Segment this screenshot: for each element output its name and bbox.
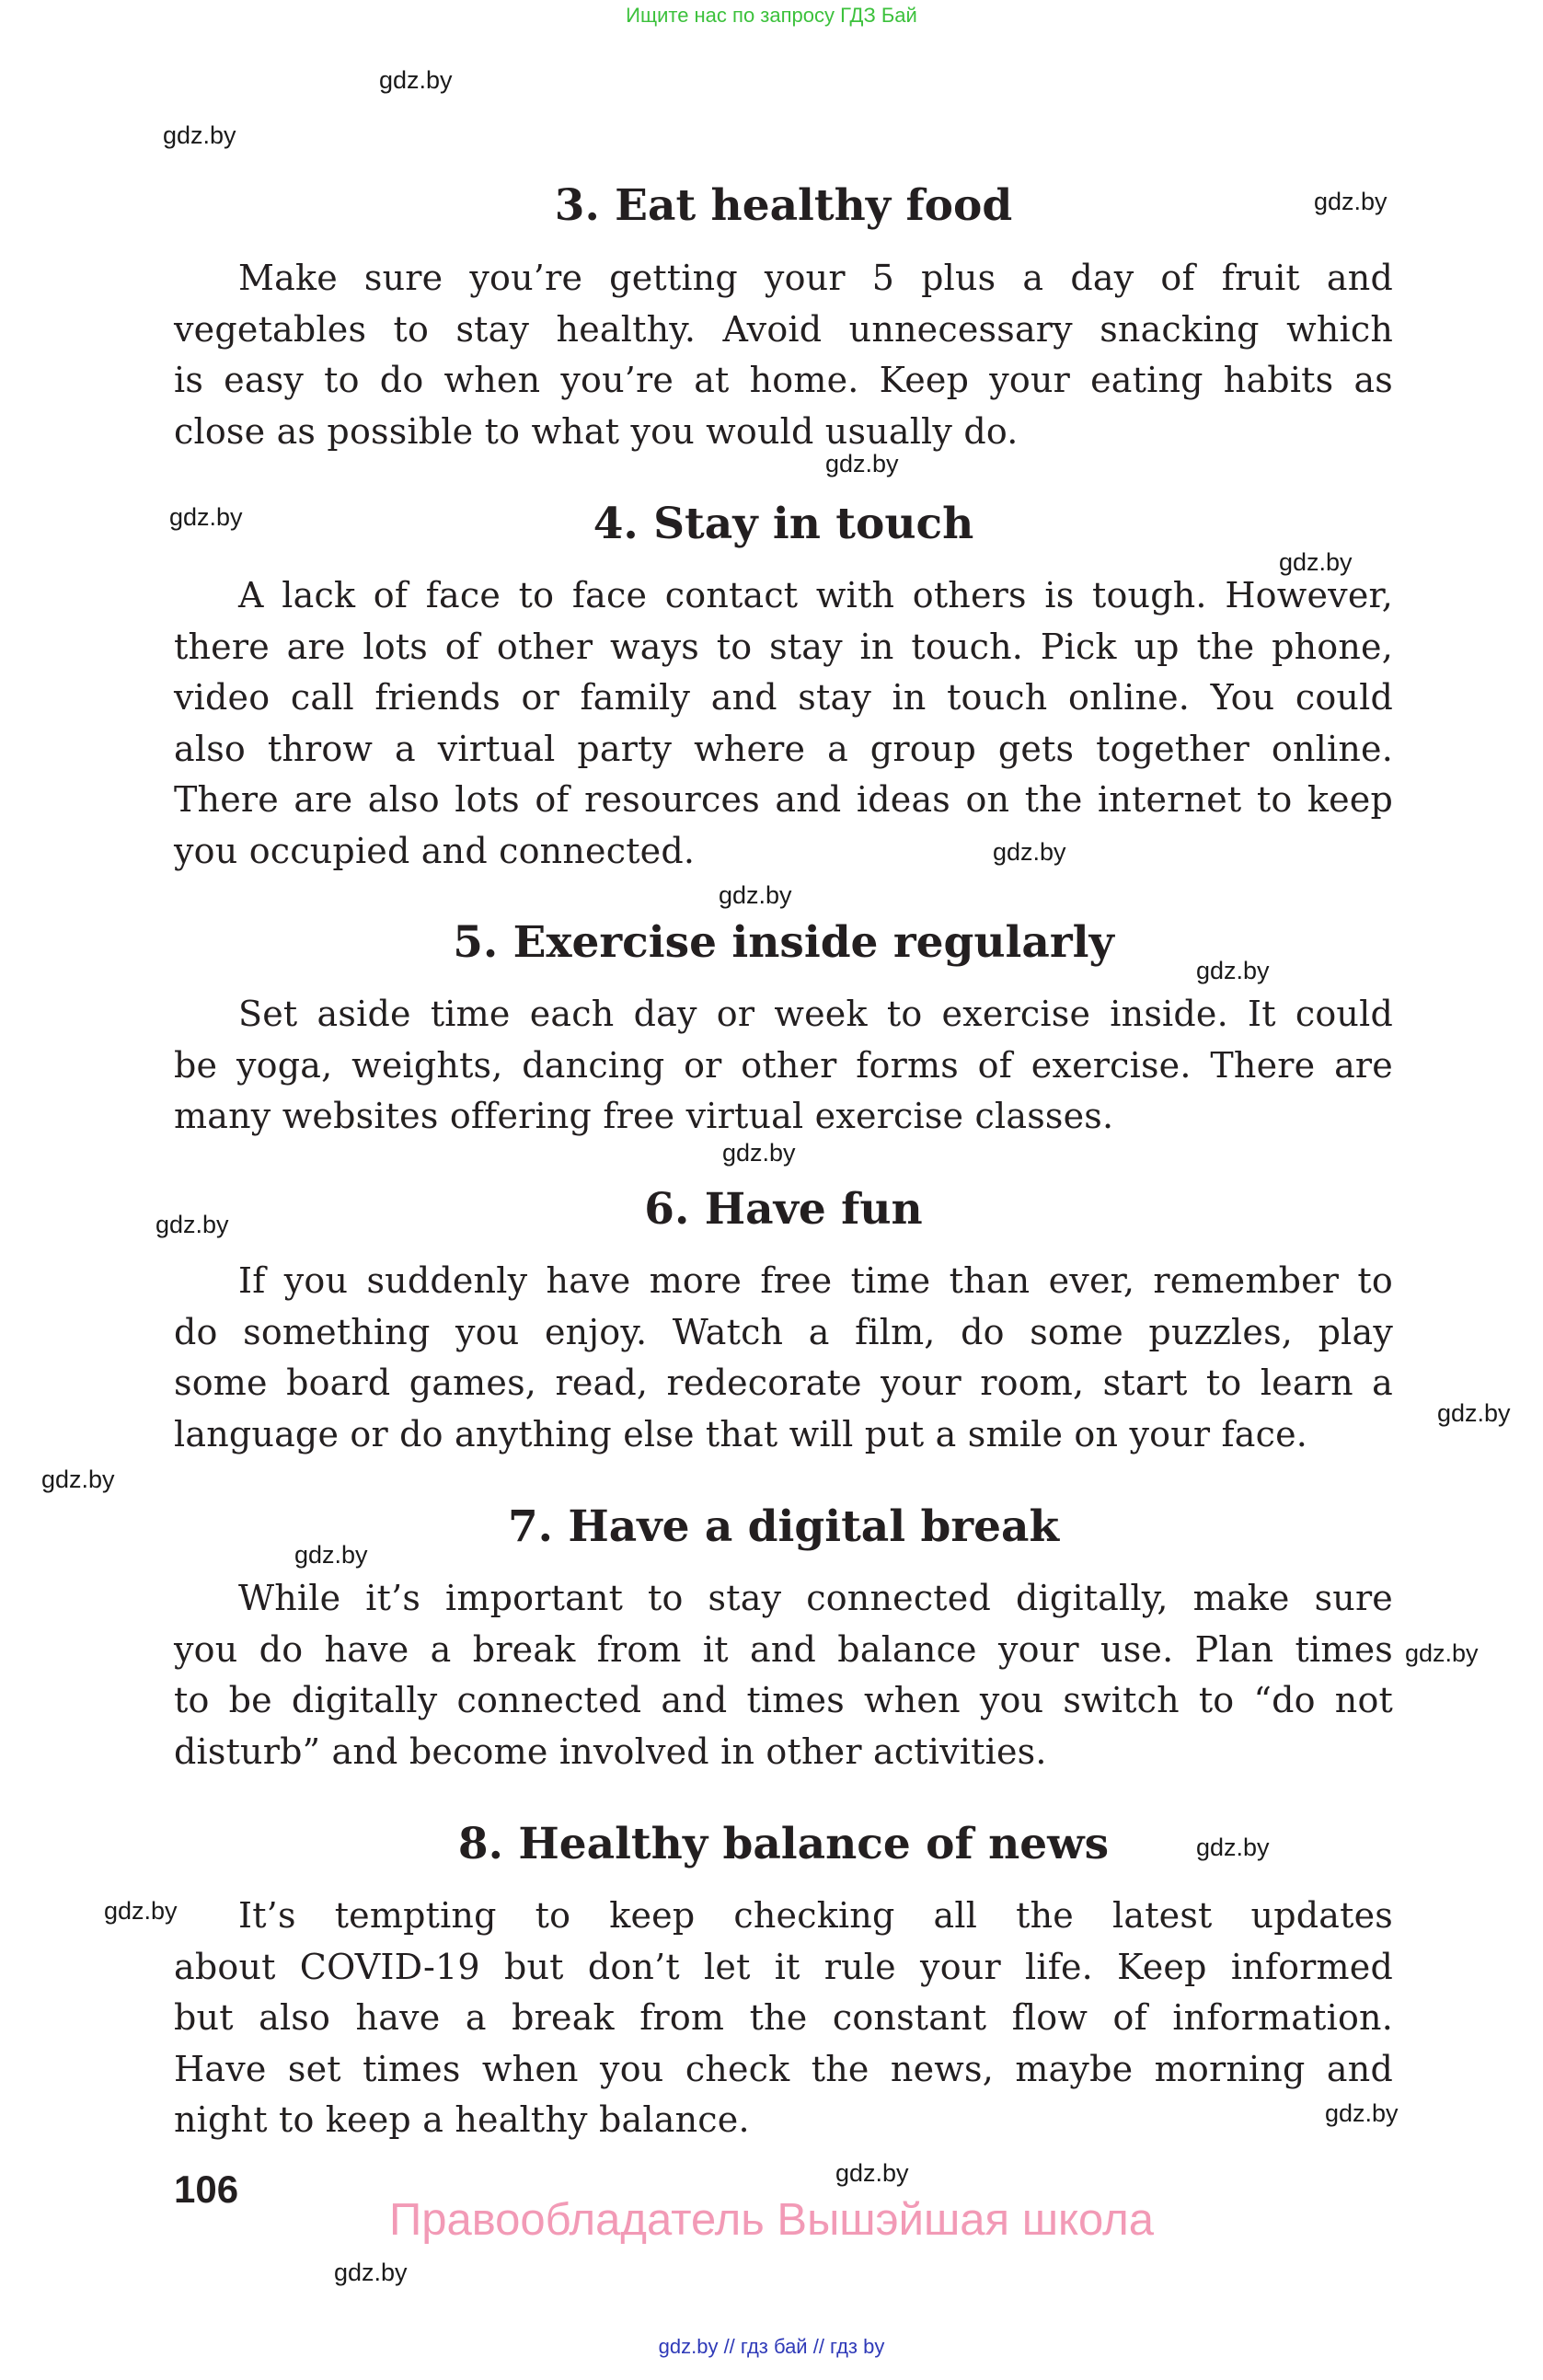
- watermark-label: gdz.by: [155, 1211, 229, 1238]
- paragraph-line: about COVID-19 but don’t let it rule your life. Keep informed: [174, 1946, 1393, 1987]
- section-paragraph-6: [174, 1256, 1393, 1460]
- section-heading-4: 4. Stay in touch: [593, 499, 974, 549]
- watermark-label: gdz.by: [379, 66, 453, 94]
- watermark-label: gdz.by: [1279, 548, 1353, 576]
- section-heading-6: 6. Have fun: [644, 1184, 923, 1235]
- watermark-label: gdz.by: [722, 1139, 796, 1167]
- paragraph-line: vegetables to stay healthy. Avoid unnecessary snacking which: [174, 308, 1393, 350]
- section-heading-3: 3. Eat healthy food: [554, 180, 1013, 231]
- watermark-label: gdz.by: [1196, 1834, 1270, 1861]
- watermark-label: gdz.by: [1325, 2099, 1399, 2127]
- paragraph-line: many websites offering free virtual exercise classes.: [174, 1096, 1114, 1136]
- paragraph-line: also throw a virtual party where a group gets together online.: [174, 728, 1393, 769]
- watermark-label: gdz.by: [294, 1541, 368, 1569]
- watermark-label: gdz.by: [993, 838, 1066, 866]
- paragraph-line: some board games, read, redecorate your room, start to learn a: [174, 1362, 1393, 1403]
- section-heading-5: 5. Exercise inside regularly: [453, 917, 1114, 968]
- paragraph-line: you do have a break from it and balance your use. Plan times: [174, 1628, 1393, 1670]
- section-paragraph-4: [174, 570, 1393, 877]
- paragraph-line: you occupied and connected.: [174, 830, 696, 871]
- paragraph-line: It’s tempting to keep checking all the latest updates: [238, 1895, 1393, 1936]
- paragraph-line: Set aside time each day or week to exercise inside. It could: [238, 994, 1393, 1034]
- watermark-label: gdz.by: [1405, 1639, 1479, 1667]
- paragraph-line: If you suddenly have more free time than ever, remember to: [238, 1260, 1393, 1301]
- watermark-label: gdz.by: [104, 1897, 178, 1925]
- page-number: 106: [174, 2167, 239, 2211]
- paragraph-line: There are also lots of resources and ideas on the internet to keep: [174, 779, 1393, 820]
- section-paragraph-7: [174, 1573, 1393, 1777]
- paragraph-line: close as possible to what you would usually do.: [174, 410, 1019, 452]
- paragraph-line: disturb” and become involved in other activities.: [174, 1730, 1047, 1772]
- paragraph-line: is easy to do when you’re at home. Keep your eating habits as: [174, 360, 1393, 400]
- paragraph-line: A lack of face to face contact with others is tough. However,: [238, 575, 1393, 615]
- watermark-label: gdz.by: [169, 503, 243, 531]
- watermark-label: gdz.by: [1196, 957, 1270, 984]
- paragraph-line: Have set times when you check the news, maybe morning and: [174, 2048, 1393, 2089]
- section-paragraph-5: [174, 989, 1393, 1143]
- paragraph-line: do something you enjoy. Watch a film, do some puzzles, play: [174, 1311, 1393, 1352]
- top-banner[interactable]: Ищите нас по запросу ГДЗ Бай: [626, 4, 917, 27]
- paragraph-line: night to keep a healthy balance.: [174, 2099, 750, 2140]
- paragraph-line: be yoga, weights, dancing or other forms of exercise. There are: [174, 1044, 1393, 1086]
- paragraph-line: video call friends or family and stay in touch online. You could: [174, 677, 1393, 718]
- watermark-label: gdz.by: [334, 2259, 408, 2286]
- copyright-notice: Правообладатель Вышэйшая школа: [388, 2195, 1155, 2245]
- watermark-label: gdz.by: [41, 1466, 115, 1493]
- watermark-label: gdz.by: [163, 121, 236, 149]
- section-heading-8: 8. Healthy balance of news: [457, 1819, 1110, 1869]
- paragraph-line: there are lots of other ways to stay in touch. Pick up the phone,: [174, 626, 1393, 667]
- section-paragraph-8: [174, 1891, 1393, 2146]
- watermark-label: gdz.by: [719, 881, 792, 909]
- watermark-label: gdz.by: [825, 450, 899, 477]
- watermark-label: gdz.by: [835, 2159, 909, 2187]
- paragraph-line: to be digitally connected and times when you switch to “do not: [174, 1680, 1393, 1720]
- section-paragraph-3: [174, 253, 1393, 457]
- watermark-label: gdz.by: [1314, 188, 1388, 215]
- paragraph-line: While it’s important to stay connected digitally, make sure: [238, 1578, 1393, 1618]
- paragraph-line: Make sure you’re getting your 5 plus a day of fruit and: [238, 258, 1393, 298]
- footer-links[interactable]: gdz.by // гдз бай // гдз by: [658, 2335, 885, 2358]
- section-heading-7: 7. Have a digital break: [507, 1501, 1060, 1552]
- paragraph-line: but also have a break from the constant flow of information.: [174, 1997, 1393, 2038]
- paragraph-line: language or do anything else that will put a smile on your face.: [174, 1413, 1308, 1454]
- watermark-label: gdz.by: [1437, 1399, 1511, 1427]
